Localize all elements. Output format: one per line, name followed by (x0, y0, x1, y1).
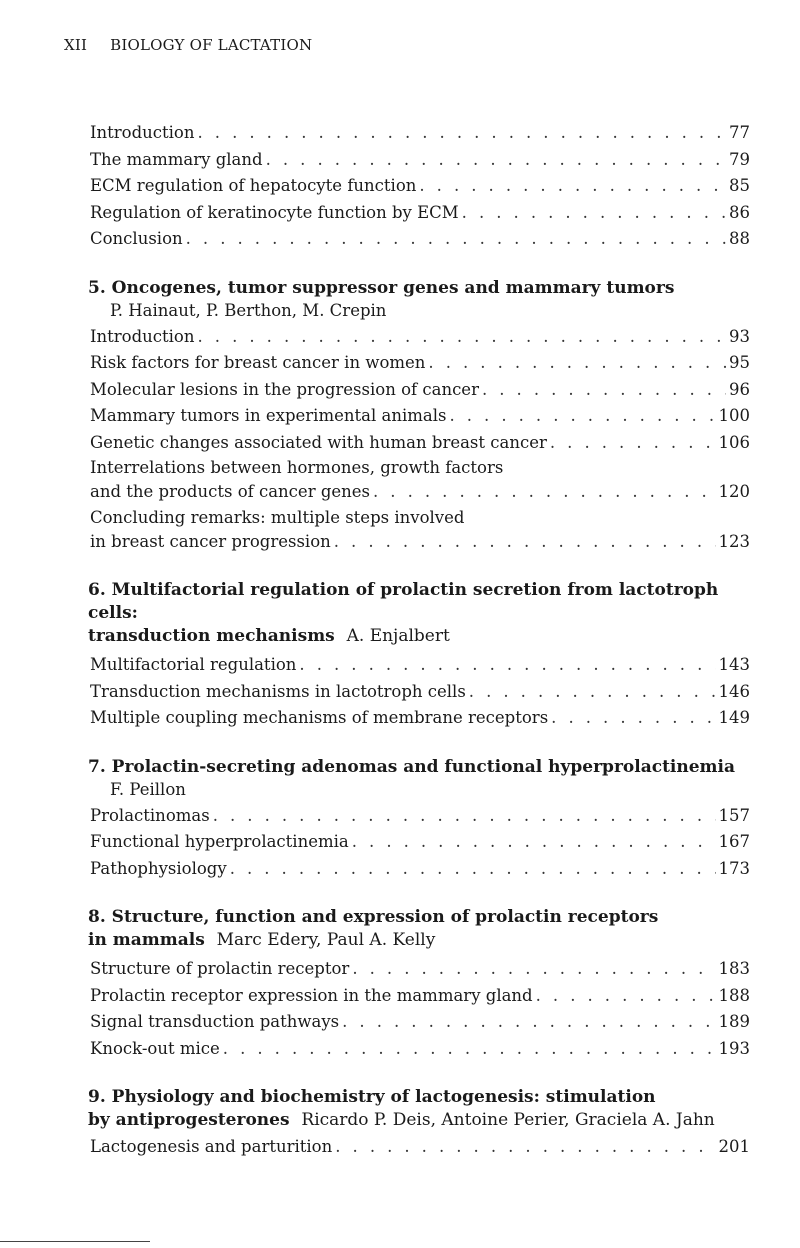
toc-entry[interactable] (90, 829, 750, 856)
dot-leader (551, 705, 715, 732)
entry-label: Mammary tumors in experimental animals (90, 406, 447, 425)
chapter-authors: A. Enjalbert (346, 626, 450, 646)
entry-label: Lactogenesis and parturition (90, 1137, 333, 1156)
entry-page-number: 93 (729, 326, 750, 346)
dot-leader (342, 1009, 715, 1036)
table-of-contents (90, 120, 750, 1161)
toc-entry[interactable] (90, 679, 750, 706)
chapter-authors: F. Peillon (110, 779, 186, 799)
chapter-5 (90, 277, 750, 556)
entry-page-number: 189 (718, 1012, 750, 1031)
chapter-7 (90, 756, 750, 883)
footer-rule (0, 1241, 150, 1242)
running-header (64, 36, 312, 54)
running-title: BIOLOGY OF LACTATION (110, 36, 313, 54)
dot-leader (462, 200, 726, 227)
entry-page-number: 193 (718, 1038, 750, 1058)
entry-page-number: 146 (718, 681, 750, 701)
entry-label: Molecular lesions in the progression of cancer (90, 379, 479, 399)
chapter-title: 9. Physiology and biochemistry of lactogenesis: stimulation by antiprogesterones Ricardo P. Deis, Antoine Perier, Graciela A. Jahn (88, 1087, 715, 1130)
entry-label: ECM regulation of hepatocyte function (90, 176, 417, 195)
entry-label: Transduction mechanisms in lactotroph cells (90, 681, 466, 701)
toc-entry[interactable] (90, 147, 750, 174)
dot-leader (419, 173, 726, 200)
dot-leader (299, 652, 715, 679)
dot-leader (428, 350, 726, 377)
toc-entry[interactable] (90, 956, 750, 983)
dot-leader (352, 956, 715, 983)
entry-label: Structure of prolactin receptor (90, 959, 350, 978)
entry-page-number: 123 (718, 531, 750, 551)
page-number: XII (64, 36, 88, 54)
entry-label: Multiple coupling mechanisms of membrane receptors (90, 708, 549, 727)
entry-page-number: 77 (729, 123, 750, 142)
chapter-6 (90, 579, 750, 732)
entry-page-number: 85 (729, 176, 750, 195)
entry-label: Introduction (90, 123, 195, 142)
dot-leader (335, 1134, 715, 1161)
entry-page-number: 157 (718, 805, 750, 825)
entry-page-number: 100 (718, 406, 750, 425)
toc-entry[interactable] (90, 1134, 750, 1161)
toc-entry[interactable] (90, 652, 750, 679)
entry-page-number: 95 (729, 353, 750, 372)
toc-entry[interactable] (90, 856, 750, 883)
chapter-title: 8. Structure, function and expression of prolactin receptors in mammals Marc Edery, Paul A. Kelly (88, 907, 659, 950)
entry-label: Prolactin receptor expression in the mammary gland (90, 985, 533, 1005)
entry-label: in breast cancer progression (90, 531, 331, 551)
toc-entry[interactable] (90, 983, 750, 1010)
entry-page-number: 149 (718, 708, 750, 727)
entry-page-number: 86 (729, 202, 750, 222)
toc-entry[interactable]: Interrelations between hormones, growth factors and the products of cancer genes . . . 120 (90, 456, 750, 506)
entry-page-number: 167 (718, 832, 750, 851)
entry-label: The mammary gland (90, 149, 263, 169)
entry-page-number: 201 (718, 1137, 750, 1156)
entry-label: Prolactinomas (90, 805, 210, 825)
toc-entry[interactable]: Concluding remarks: multiple steps involved in breast cancer progression . . . 123 (90, 506, 750, 556)
entry-label: and the products of cancer genes (90, 482, 371, 501)
entry-label: Introduction (90, 326, 195, 346)
entry-page-number: 120 (718, 482, 750, 501)
chapter-9 (90, 1086, 750, 1161)
entry-page-number: 183 (718, 959, 750, 978)
dot-leader (198, 324, 727, 351)
entry-label: Regulation of keratinocyte function by ECM (90, 202, 459, 222)
dot-leader (334, 529, 716, 556)
entry-page-number: 88 (729, 229, 750, 248)
entry-page-number: 79 (729, 149, 750, 169)
toc-entry[interactable] (90, 173, 750, 200)
entry-page-number: 188 (718, 985, 750, 1005)
dot-leader (230, 856, 716, 883)
dot-leader (186, 226, 726, 253)
toc-entry[interactable] (90, 1036, 750, 1063)
entry-page-number: 106 (718, 432, 750, 452)
toc-entry[interactable] (90, 377, 750, 404)
toc-entry[interactable] (90, 324, 750, 351)
entry-label: Pathophysiology (90, 858, 227, 878)
dot-leader (373, 479, 715, 506)
toc-entry[interactable] (90, 120, 750, 147)
toc-entry[interactable] (90, 403, 750, 430)
chapter-title: 5. Oncogenes, tumor suppressor genes and mammary tumors (88, 277, 675, 298)
dot-leader (449, 403, 715, 430)
entry-page-number: 143 (718, 655, 750, 674)
toc-entry[interactable] (90, 705, 750, 732)
entry-label: Functional hyperprolactinemia (90, 832, 349, 851)
entry-label: Knock-out mice (90, 1038, 220, 1058)
toc-entry[interactable] (90, 803, 750, 830)
dot-leader (550, 430, 716, 457)
toc-entry[interactable] (90, 430, 750, 457)
dot-leader (482, 377, 726, 404)
entry-label: Conclusion (90, 229, 183, 248)
dot-leader (266, 147, 726, 174)
chapter-authors: Marc Edery, Paul A. Kelly (216, 930, 436, 950)
chapter-4-entries (90, 120, 750, 253)
entry-label: Risk factors for breast cancer in women (90, 353, 426, 372)
entry-label: Signal transduction pathways (90, 1012, 340, 1031)
dot-leader (352, 829, 716, 856)
dot-leader (213, 803, 716, 830)
chapter-authors: P. Hainaut, P. Berthon, M. Crepin (110, 300, 387, 320)
chapter-title: 6. Multifactorial regulation of prolactin secretion from lactotroph cells: transduction mechanisms A. Enjalbert (88, 580, 719, 646)
toc-entry[interactable] (90, 226, 750, 253)
dot-leader (223, 1036, 716, 1063)
entry-label: Genetic changes associated with human breast cancer (90, 432, 547, 452)
toc-entry[interactable] (90, 350, 750, 377)
toc-entry[interactable] (90, 1009, 750, 1036)
chapter-title: 7. Prolactin-secreting adenomas and functional hyperprolactinemia (88, 756, 736, 777)
chapter-authors: Ricardo P. Deis, Antoine Perier, Graciela A. Jahn (301, 1110, 715, 1130)
entry-page-number: 96 (729, 379, 750, 399)
chapter-8 (90, 906, 750, 1062)
entry-label: Multifactorial regulation (90, 655, 297, 674)
dot-leader (536, 983, 716, 1010)
dot-leader (469, 679, 716, 706)
entry-page-number: 173 (718, 858, 750, 878)
toc-entry[interactable] (90, 200, 750, 227)
dot-leader (198, 120, 727, 147)
